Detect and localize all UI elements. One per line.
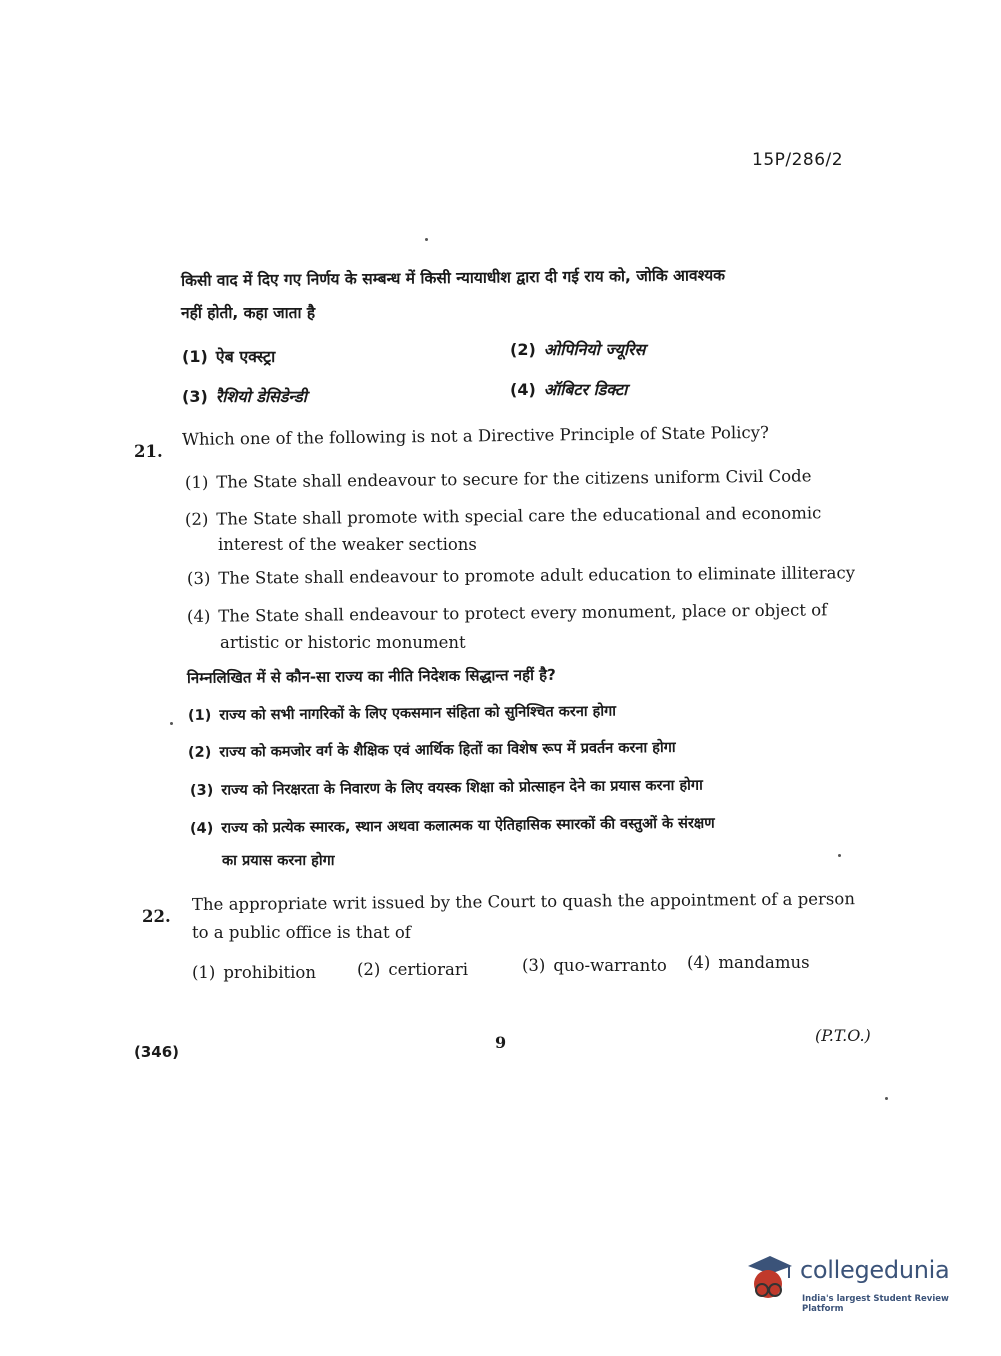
q21-number: 21. [134, 442, 163, 461]
brand-tagline: India's largest Student Review Platform [802, 1294, 949, 1314]
q21-stem: Which one of the following is not a Directive Principle of State Policy? [181, 422, 769, 449]
option-text: राज्य को सभी नागरिकों के लिए एकसमान संहिता को सुनिश्चित करना होगा [219, 703, 617, 724]
q21-option-1 [185, 466, 812, 492]
q20-option-2 [510, 338, 645, 360]
scan-speck [885, 1097, 888, 1100]
scan-speck [838, 854, 841, 857]
option-number: (4) [687, 953, 711, 972]
option-text: The State shall endeavour to secure for the citizens uniform Civil Code [216, 466, 812, 492]
q22-option-2 [357, 960, 468, 979]
option-text: रैशियो डेसिडेन्डी [215, 387, 307, 406]
q22-stem-line1: The appropriate writ issued by the Court to quash the appointment of a person [191, 889, 856, 914]
q22-option-1 [192, 963, 316, 982]
brand-name: collegedunia [800, 1256, 950, 1284]
option-text: The State shall endeavour to protect every monument, place or object of [218, 600, 828, 626]
q21-hindi-option-4 [190, 813, 715, 838]
collegedunia-watermark [742, 1250, 972, 1314]
paper-code: 15P/286/2 [752, 150, 844, 170]
option-number: (3) [189, 782, 214, 799]
q20-option-4 [510, 378, 627, 400]
q21-option-3 [187, 563, 855, 588]
option-number: (2) [184, 509, 209, 529]
option-text: ऐब एक्स्ट्रा [215, 347, 276, 366]
option-text: mandamus [718, 953, 810, 972]
footer-code: (346) [134, 1043, 180, 1061]
scan-speck [170, 722, 173, 725]
option-text: The State shall promote with special care the educational and economic [216, 503, 822, 529]
option-text: ऑबिटर डिक्टा [543, 380, 628, 399]
q22-option-3 [522, 956, 667, 975]
option-number: (3) [182, 387, 208, 406]
option-text: The State shall endeavour to promote adult education to eliminate illiteracy [218, 563, 856, 588]
q21-hindi-option-4-line2: का प्रयास करना होगा [222, 853, 335, 869]
q20-option-1 [182, 345, 275, 367]
option-number: (1) [192, 963, 216, 982]
q20-hindi-stem-line2: नहीं होती, कहा जाता है [181, 304, 316, 322]
option-text: ओपिनियो ज्यूरिस [543, 340, 646, 359]
option-number: (3) [186, 568, 211, 588]
option-text: राज्य को प्रत्येक स्मारक, स्थान अथवा कलात्मक या ऐतिहासिक स्मारकों की वस्तुओं के संरक्षण [221, 815, 715, 837]
option-number: (1) [184, 472, 209, 492]
option-number: (4) [189, 820, 214, 837]
option-text: certiorari [388, 960, 468, 979]
page-number: 9 [495, 1033, 507, 1052]
q21-option-4-line2: artistic or historic monument [220, 633, 466, 652]
option-text: राज्य को निरक्षरता के निवारण के लिए वयस्क शिक्षा को प्रोत्साहन देने का प्रयास करना होगा [221, 777, 703, 799]
scan-speck [425, 238, 428, 241]
q21-hindi-option-2 [188, 737, 676, 762]
pto-label: (P.T.O.) [815, 1026, 871, 1045]
option-number: (2) [510, 340, 536, 359]
option-number: (2) [187, 744, 212, 761]
q21-hindi-stem: निम्नलिखित में से कौन-सा राज्य का नीति निदेशक सिद्धान्त नहीं है? [186, 665, 556, 687]
option-text: quo-warranto [553, 956, 667, 975]
option-number: (1) [182, 347, 208, 366]
q22-stem-line2: to a public office is that of [192, 923, 411, 942]
q21-hindi-option-1 [188, 701, 616, 725]
mascot-icon [742, 1250, 798, 1314]
q21-option-2 [185, 503, 822, 529]
option-text: राज्य को कमजोर वर्ग के शैक्षिक एवं आर्थिक हितों का विशेष रूप में प्रवर्तन करना होगा [219, 739, 676, 761]
option-number: (2) [357, 960, 381, 979]
option-number: (4) [186, 606, 211, 626]
option-text: prohibition [223, 963, 316, 982]
q20-option-3 [182, 385, 307, 407]
option-number: (3) [522, 956, 546, 975]
option-number: (1) [187, 707, 212, 724]
q21-option-4 [187, 600, 827, 626]
q22-option-4 [687, 953, 810, 972]
q21-option-2-line2: interest of the weaker sections [218, 535, 477, 554]
option-number: (4) [510, 380, 536, 399]
q21-hindi-option-3 [190, 775, 703, 800]
q20-hindi-stem-line1: किसी वाद में दिए गए निर्णय के सम्बन्ध में किसी न्यायाधीश द्वारा दी गई राय को, जोकि आवश्यक [180, 266, 726, 290]
q22-number: 22. [142, 907, 171, 926]
